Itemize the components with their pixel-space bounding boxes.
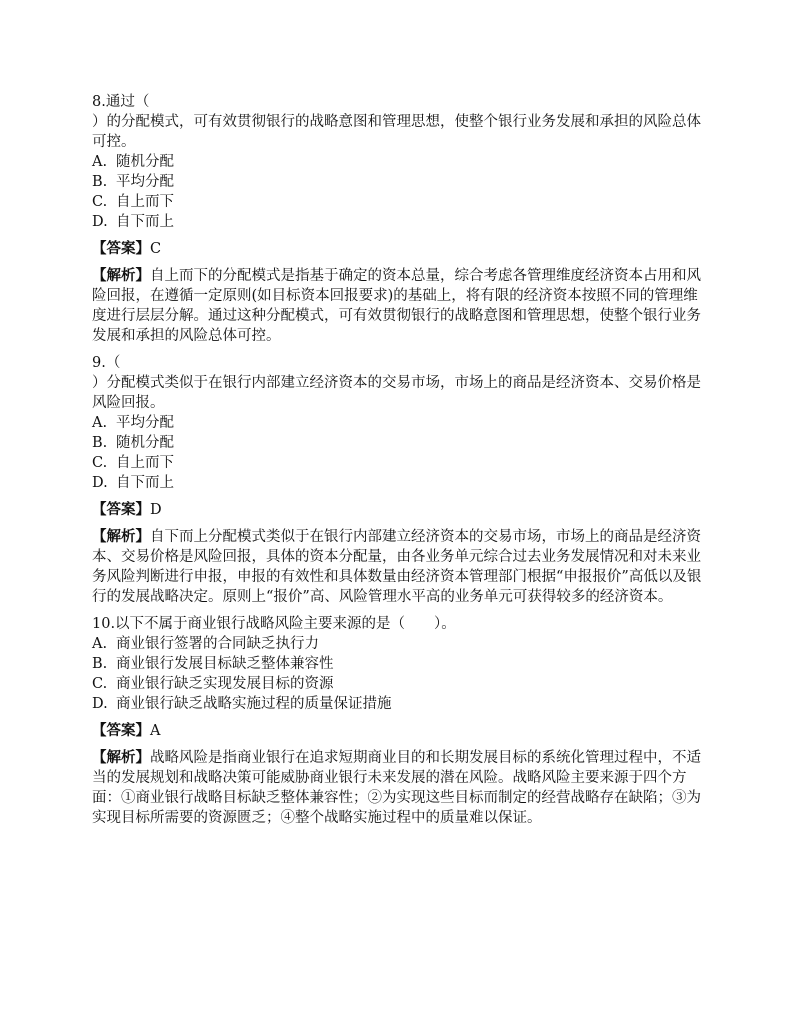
question-8-option-a bbox=[92, 152, 710, 172]
analysis-text: 战略风险是指商业银行在追求短期商业目的和长期发展目标的系统化管理过程中，不适当的发展规划和战略决策可能威胁商业银行未来发展的潜在风险。战略风险主要来源于四个方面：①商业银行战略目标缺乏整体兼容性；②为实现这些目标而制定的经营战略存在缺陷；③为实现目标所需要的资源匮乏；④整个战略实施过程中的质量难以保证。 bbox=[92, 750, 701, 826]
answer-value: D bbox=[150, 502, 162, 518]
option-text: 随机分配 bbox=[116, 154, 174, 170]
option-text: 自下而上 bbox=[116, 214, 174, 230]
question-10-answer bbox=[92, 721, 710, 741]
option-text: 自上而下 bbox=[116, 194, 174, 210]
question-10-option-b bbox=[92, 654, 710, 674]
answer-value: A bbox=[150, 723, 161, 739]
option-letter: B. bbox=[92, 174, 108, 190]
question-9-option-d bbox=[92, 473, 710, 493]
option-letter: D. bbox=[92, 696, 108, 712]
question-10-analysis bbox=[92, 748, 710, 828]
option-letter: C. bbox=[92, 194, 108, 210]
analysis-label: 【解析】 bbox=[92, 267, 150, 284]
option-letter: A. bbox=[92, 415, 108, 431]
analysis-label: 【解析】 bbox=[92, 528, 150, 545]
option-letter: C. bbox=[92, 676, 108, 692]
question-10-stem: 10.以下不属于商业银行战略风险主要来源的是（ ）。 bbox=[92, 616, 456, 632]
question-9-stem-line-2: ）分配模式类似于在银行内部建立经济资本的交易市场，市场上的商品是经济资本、交易价格是风险回报。 bbox=[92, 375, 701, 411]
question-10-option-d bbox=[92, 694, 710, 714]
option-letter: D. bbox=[92, 475, 108, 491]
option-letter: D. bbox=[92, 214, 108, 230]
answer-value: C bbox=[150, 241, 162, 257]
question-9-answer bbox=[92, 500, 710, 520]
answer-label: 【答案】 bbox=[92, 240, 150, 257]
option-text: 商业银行缺乏战略实施过程的质量保证措施 bbox=[116, 696, 392, 712]
answer-label: 【答案】 bbox=[92, 722, 150, 739]
question-8-answer bbox=[92, 239, 710, 259]
question-9-option-a bbox=[92, 413, 710, 433]
option-letter: B. bbox=[92, 435, 108, 451]
analysis-label: 【解析】 bbox=[92, 749, 150, 766]
option-text: 平均分配 bbox=[116, 415, 174, 431]
question-10-option-a bbox=[92, 634, 710, 654]
answer-label: 【答案】 bbox=[92, 501, 150, 518]
question-10-option-c bbox=[92, 674, 710, 694]
question-9 bbox=[92, 353, 710, 607]
question-9-option-c bbox=[92, 453, 710, 473]
option-text: 商业银行签署的合同缺乏执行力 bbox=[116, 636, 319, 652]
analysis-text: 自下而上分配模式类似于在银行内部建立经济资本的交易市场，市场上的商品是经济资本、交易价格是风险回报，具体的资本分配量，由各业务单元综合过去业务发展情况和对未来业务风险判断进行申报，申报的有效性和具体数量由经济资本管理部门根据“申报报价”高低以及银行的发展战略决定。原则上“报价”高、风险管理水平高的业务单元可获得较多的经济资本。 bbox=[92, 529, 702, 605]
question-8 bbox=[92, 92, 710, 346]
question-8-option-c bbox=[92, 192, 710, 212]
question-9-stem-line-1: 9.（ bbox=[92, 355, 121, 371]
option-letter: A. bbox=[92, 636, 108, 652]
question-8-stem-line-1: 8.通过（ bbox=[92, 94, 150, 110]
question-9-analysis bbox=[92, 527, 710, 607]
question-10 bbox=[92, 614, 710, 828]
question-8-analysis bbox=[92, 266, 710, 346]
option-letter: B. bbox=[92, 656, 108, 672]
option-text: 平均分配 bbox=[116, 174, 174, 190]
question-8-stem-line-2: ）的分配模式，可有效贯彻银行的战略意图和管理思想，使整个银行业务发展和承担的风险总体可控。 bbox=[92, 114, 701, 150]
option-text: 商业银行缺乏实现发展目标的资源 bbox=[116, 676, 334, 692]
question-list bbox=[92, 92, 710, 828]
option-text: 商业银行发展目标缺乏整体兼容性 bbox=[116, 656, 334, 672]
option-text: 自上而下 bbox=[116, 455, 174, 471]
option-letter: A. bbox=[92, 154, 108, 170]
question-9-option-b bbox=[92, 433, 710, 453]
option-text: 自下而上 bbox=[116, 475, 174, 491]
analysis-text: 自上而下的分配模式是指基于确定的资本总量，综合考虑各管理维度经济资本占用和风险回报，在遵循一定原则(如目标资本回报要求)的基础上，将有限的经济资本按照不同的管理维度进行层层分解。通过这种分配模式，可有效贯彻银行的战略意图和管理思想，使整个银行业务发展和承担的风险总体可控。 bbox=[92, 268, 701, 344]
question-8-option-b bbox=[92, 172, 710, 192]
question-8-option-d bbox=[92, 212, 710, 232]
option-text: 随机分配 bbox=[116, 435, 174, 451]
option-letter: C. bbox=[92, 455, 108, 471]
